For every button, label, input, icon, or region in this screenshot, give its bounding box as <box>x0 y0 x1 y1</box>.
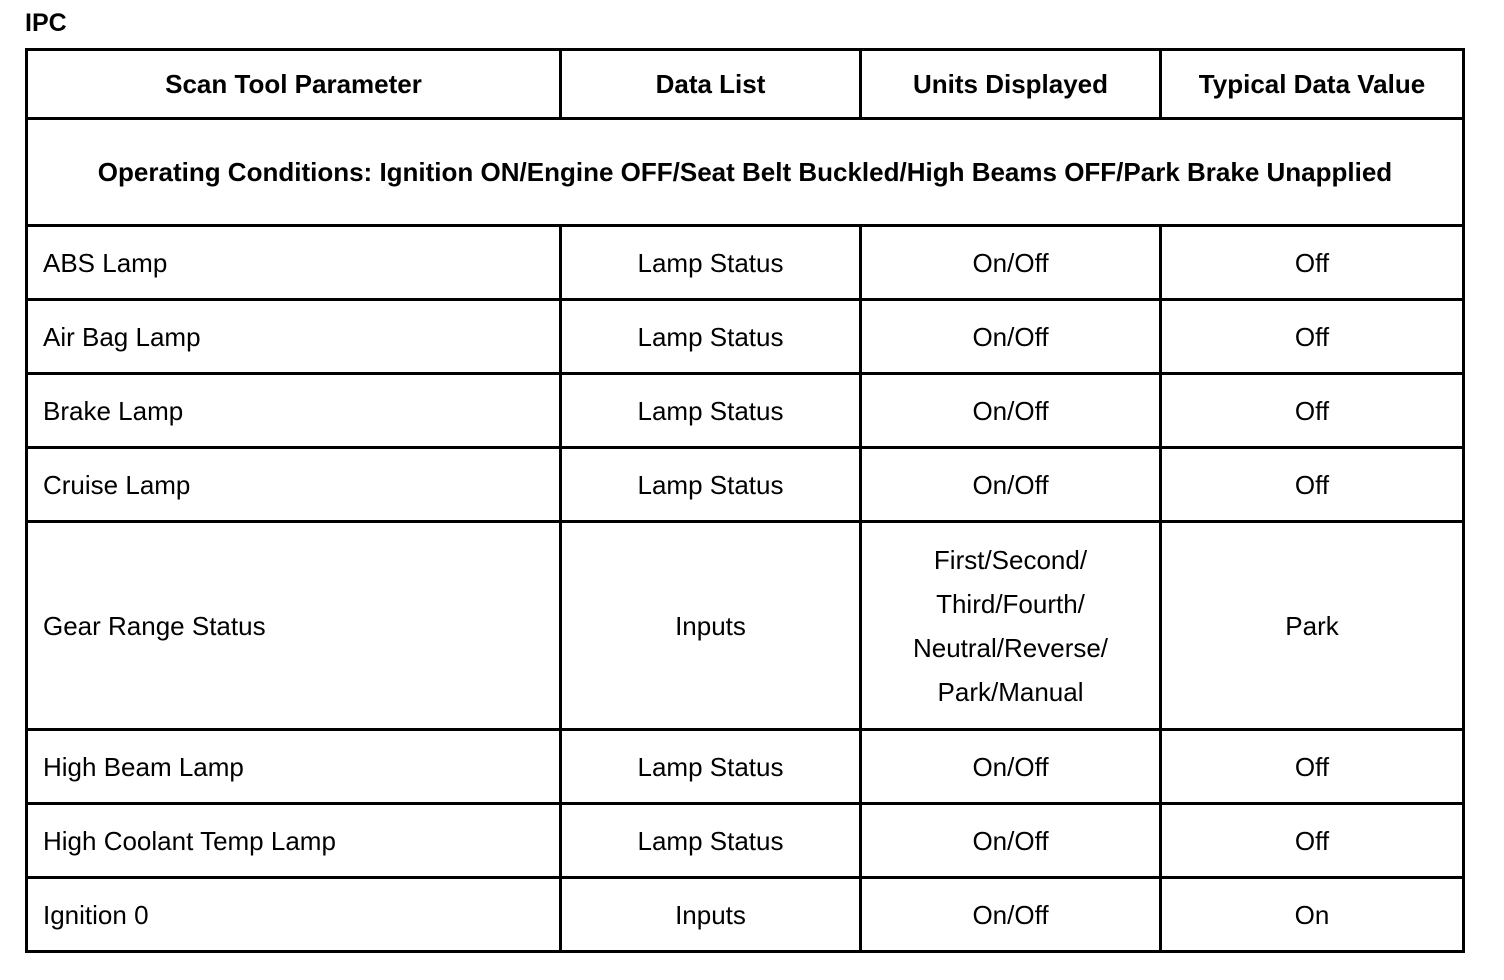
parameter-cell: Air Bag Lamp <box>27 300 561 374</box>
header-typical-data-value: Typical Data Value <box>1161 50 1464 119</box>
value-cell: Off <box>1161 374 1464 448</box>
value-cell: Park <box>1161 522 1464 730</box>
units-cell: On/Off <box>861 374 1161 448</box>
data-list-cell: Inputs <box>561 522 861 730</box>
units-cell: On/Off <box>861 730 1161 804</box>
units-line: Third/Fourth/ <box>936 588 1085 619</box>
document-title: IPC <box>25 9 67 37</box>
value-cell: Off <box>1161 804 1464 878</box>
units-cell: On/Off <box>861 448 1161 522</box>
header-data-list: Data List <box>561 50 861 119</box>
data-list-cell: Inputs <box>561 878 861 952</box>
table-row <box>27 300 1464 374</box>
units-line: First/Second/ <box>933 544 1088 575</box>
table-row <box>27 730 1464 804</box>
header-row <box>27 50 1464 119</box>
operating-conditions-row <box>27 119 1464 226</box>
data-list-cell: Lamp Status <box>561 374 861 448</box>
units-cell: On/Off <box>861 300 1161 374</box>
parameter-cell: Ignition 0 <box>27 878 561 952</box>
scan-tool-data-table <box>25 48 1465 953</box>
units-line: Park/Manual <box>937 676 1084 707</box>
table-row <box>27 804 1464 878</box>
table-row <box>27 226 1464 300</box>
parameter-cell: High Beam Lamp <box>27 730 561 804</box>
units-cell <box>861 522 1161 730</box>
parameter-cell: ABS Lamp <box>27 226 561 300</box>
operating-conditions: Operating Conditions: Ignition ON/Engine OFF/Seat Belt Buckled/High Beams OFF/Park Brake Unapplied <box>27 119 1464 226</box>
table-row <box>27 448 1464 522</box>
value-cell: Off <box>1161 448 1464 522</box>
data-list-cell: Lamp Status <box>561 300 861 374</box>
data-list-cell: Lamp Status <box>561 730 861 804</box>
units-cell: On/Off <box>861 878 1161 952</box>
units-cell: On/Off <box>861 804 1161 878</box>
parameter-cell: Gear Range Status <box>27 522 561 730</box>
table-row <box>27 374 1464 448</box>
data-list-cell: Lamp Status <box>561 804 861 878</box>
header-scan-tool-parameter: Scan Tool Parameter <box>27 50 561 119</box>
parameter-cell: High Coolant Temp Lamp <box>27 804 561 878</box>
value-cell: On <box>1161 878 1464 952</box>
header-units-displayed: Units Displayed <box>861 50 1161 119</box>
data-list-cell: Lamp Status <box>561 448 861 522</box>
units-cell: On/Off <box>861 226 1161 300</box>
parameter-cell: Cruise Lamp <box>27 448 561 522</box>
parameter-cell: Brake Lamp <box>27 374 561 448</box>
value-cell: Off <box>1161 300 1464 374</box>
value-cell: Off <box>1161 730 1464 804</box>
units-line: Neutral/Reverse/ <box>912 632 1109 663</box>
data-list-cell: Lamp Status <box>561 226 861 300</box>
table-row <box>27 878 1464 952</box>
value-cell: Off <box>1161 226 1464 300</box>
table-row <box>27 522 1464 730</box>
